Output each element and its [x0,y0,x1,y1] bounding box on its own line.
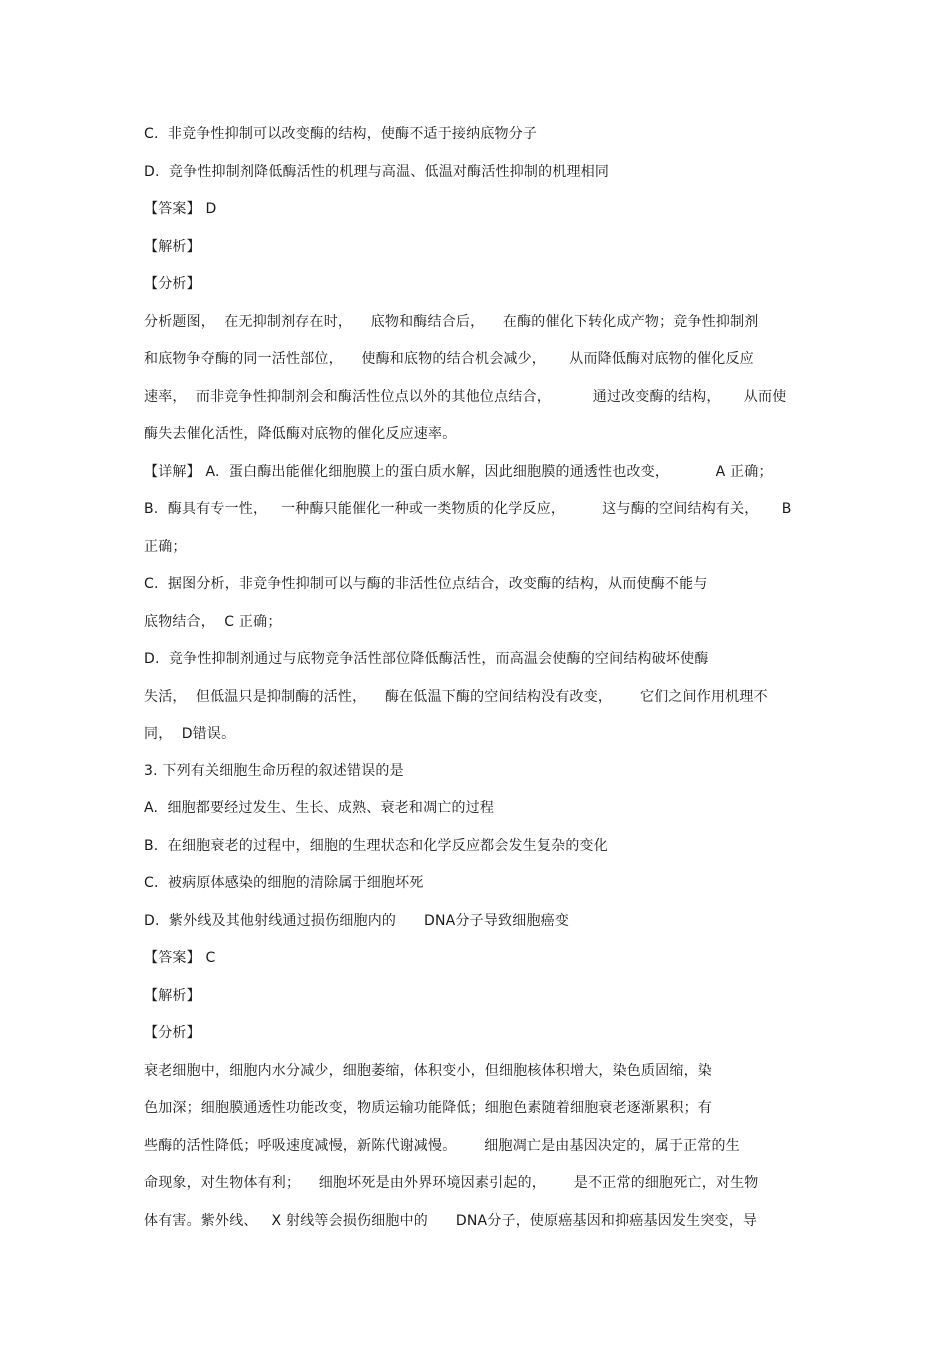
section-label: 【分析】 [144,1025,201,1041]
text-line: D. 竞争性抑制剂通过与底物竞争活性部位降低酶活性，而高温会使酶的空间结构破坏使酶 [144,651,709,667]
analysis-label: 【解析】 [144,239,201,255]
option-a: A. 细胞都要经过发生、生长、成熟、衰老和凋亡的过程 [144,800,495,816]
text-line: C. 据图分析，非竞争性抑制可以与酶的非活性位点结合，改变酶的结构，从而使酶不能与 [144,576,708,592]
text-line: 酶失去催化活性，降低酶对底物的催化反应速率。 [144,426,457,442]
option-b: B. 在细胞衰老的过程中，细胞的生理状态和化学反应都会发生复杂的变化 [144,838,608,854]
text-line: D. 竞争性抑制剂降低酶活性的机理与高温、低温对酶活性抑制的机理相同 [144,164,610,180]
option-d: D. 紫外线及其他射线通过损伤细胞内的 DNA分子导致细胞癌变 [144,913,570,929]
text-line: 同， D错误。 [144,726,236,742]
text-line: 和底物争夺酶的同一活性部位， 使酶和底物的结合机会减少， 从而降低酶对底物的催化反应 [144,351,754,367]
text-line: 色加深；细胞膜通透性功能改变，物质运输功能降低；细胞色素随着细胞衰老逐渐累积；有 [144,1100,712,1116]
text-line: 命现象，对生物体有利； 细胞坏死是由外界环境因素引起的， 是不正常的细胞死亡，对生物 [144,1175,759,1191]
question-title: 3. 下列有关细胞生命历程的叙述错误的是 [144,763,404,779]
text-line: 正确； [144,539,187,555]
section-label: 【分析】 [144,276,201,292]
text-line: 分析题图， 在无抑制剂存在时， 底物和酶结合后， 在酶的催化下转化成产物；竞争性抑制剂 [144,314,759,330]
answer-label: 【答案】 D [144,201,217,217]
text-line: B. 酶具有专一性， 一种酶只能催化一种或一类物质的化学反应， 这与酶的空间结构有关， B [144,501,792,517]
text-line: 底物结合， C 正确； [144,614,282,630]
option-c: C. 被病原体感染的细胞的清除属于细胞坏死 [144,875,424,891]
detail-line: 【详解】 A. 蛋白酶出能催化细胞膜上的蛋白质水解，因此细胞膜的通透性也改变， A 正确； [144,464,773,480]
text-line: 体有害。紫外线、 X 射线等会损伤细胞中的 DNA分子，使原癌基因和抑癌基因发生突变，导 [144,1213,758,1229]
answer-label: 【答案】 C [144,950,216,966]
text-line: 些酶的活性降低；呼吸速度减慢，新陈代谢减慢。 细胞凋亡是由基因决定的，属于正常的生 [144,1138,740,1154]
text-line: C. 非竞争性抑制可以改变酶的结构，使酶不适于接纳底物分子 [144,126,538,142]
text-line: 失活， 但低温只是抑制酶的活性， 酶在低温下酶的空间结构没有改变， 它们之间作用机理不 [144,689,768,705]
analysis-label: 【解析】 [144,988,201,1004]
text-line: 速率， 而非竞争性抑制剂会和酶活性位点以外的其他位点结合， 通过改变酶的结构， 从而使 [144,389,787,405]
text-line: 衰老细胞中，细胞内水分减少，细胞萎缩，体积变小，但细胞核体积增大，染色质固缩，染 [144,1063,712,1079]
